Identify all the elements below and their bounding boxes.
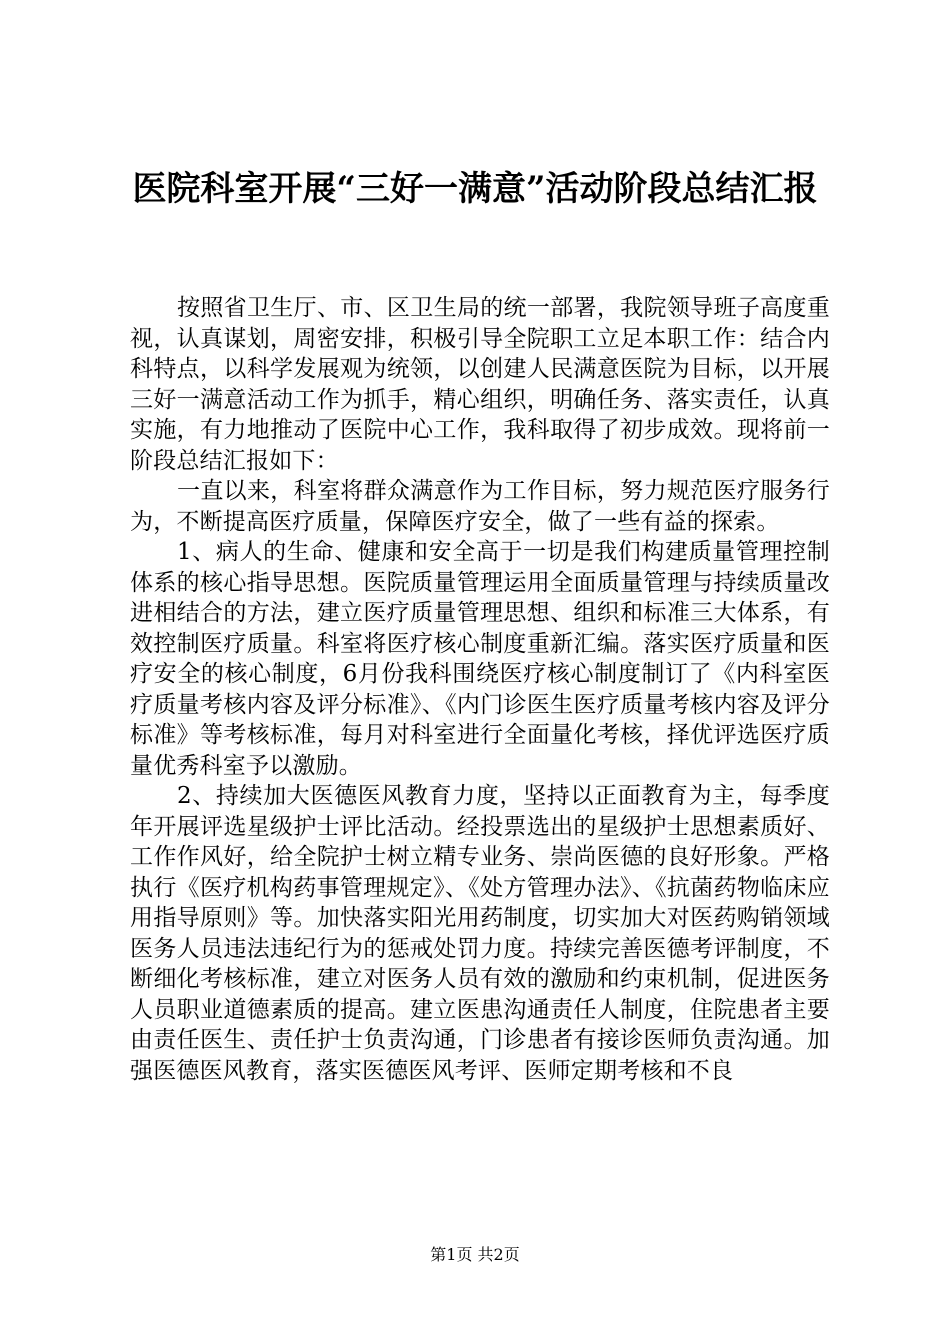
paragraph-item-2: 2、持续加大医德医风教育力度，坚持以正面教育为主，每季度年开展评选星级护士评比活动。经投票选出的星级护士思想素质好、工作作风好，给全院护士树立精专业务、崇尚医德的良好形象。严格执行《医疗机构药事管理规定》、《处方管理办法》、《抗菌药物临床应用指导原则》等。加快落实阳光用药制度，切实加大对医药购销领域医务人员违法违纪行为的惩戒处罚力度。持续完善医德考评制度，不断细化考核标准，建立对医务人员有效的激励和约束机制，促进医务人员职业道德素质的提高。建立医患沟通责任人制度，住院患者主要由责任医生、责任护士负责沟通，门诊患者有接诊医师负责沟通。加强医德医风教育，落实医德医风考评、医师定期考核和不良 (130, 783, 830, 1084)
paragraph-item-1: 1、病人的生命、健康和安全高于一切是我们构建质量管理控制体系的核心指导思想。医院质量管理运用全面质量管理与持续质量改进相结合的方法，建立医疗质量管理思想、组织和标准三大体系，有效控制医疗质量。科室将医疗核心制度重新汇编。落实医疗质量和医疗安全的核心制度，6月份我科围绕医疗核心制度制订了《内科室医疗质量考核内容及评分标准》、《内门诊医生医疗质量考核内容及评分标准》等考核标准，每月对科室进行全面量化考核，择优评选医疗质量优秀科室予以激励。 (130, 539, 830, 779)
paragraph-overview: 一直以来，科室将群众满意作为工作目标，努力规范医疗服务行为，不断提高医疗质量，保障医疗安全，做了一些有益的探索。 (130, 478, 830, 535)
document-title: 医院科室开展“三好一满意”活动阶段总结汇报 (132, 169, 818, 209)
document-body (130, 293, 830, 1086)
paragraph-intro: 按照省卫生厅、市、区卫生局的统一部署，我院领导班子高度重视，认真谋划，周密安排，积极引导全院职工立足本职工作：结合内科特点，以科学发展观为统领，以创建人民满意医院为目标，以开展三好一满意活动工作为抓手，精心组织，明确任务、落实责任，认真实施，有力地推动了医院中心工作，我科取得了初步成效。现将前一阶段总结汇报如下： (130, 295, 830, 474)
page-footer: 第1页 共2页 (430, 1245, 520, 1264)
